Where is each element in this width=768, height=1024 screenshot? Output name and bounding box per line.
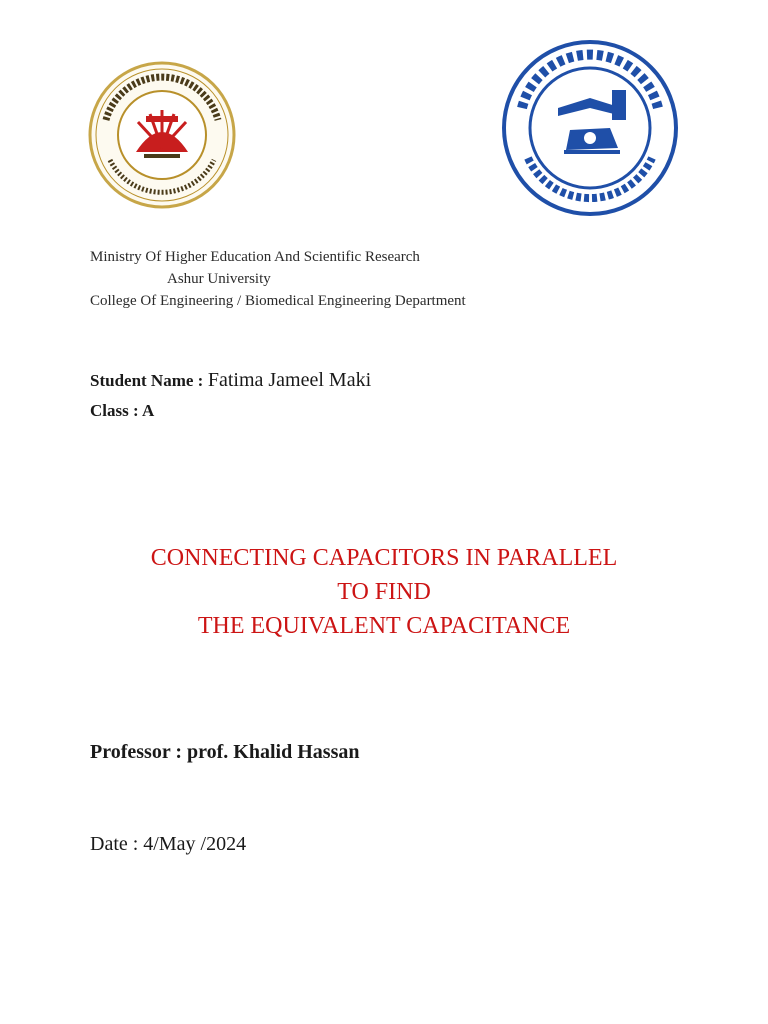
student-name-line [90, 369, 371, 392]
student-name-value: Fatima Jameel Maki [207, 369, 372, 391]
ministry-logo [86, 60, 238, 210]
report-title-line-1: CONNECTING CAPACITORS IN PARALLEL [150, 545, 618, 571]
report-title-line-3: THE EQUIVALENT CAPACITANCE [197, 613, 571, 639]
ashur-university-logo [500, 38, 680, 218]
report-title-line-2: TO FIND [337, 579, 431, 605]
student-name-label: Student Name : [90, 371, 204, 390]
header-college: College Of Engineering / Biomedical Engineering Department [90, 293, 466, 309]
class-line: Class : A [90, 401, 155, 420]
header-ministry: Ministry Of Higher Education And Scientific Research [90, 249, 420, 265]
header-university: Ashur University [167, 271, 271, 287]
date-line: Date : 4/May /2024 [90, 833, 247, 855]
professor-line: Professor : prof. Khalid Hassan [90, 741, 360, 763]
